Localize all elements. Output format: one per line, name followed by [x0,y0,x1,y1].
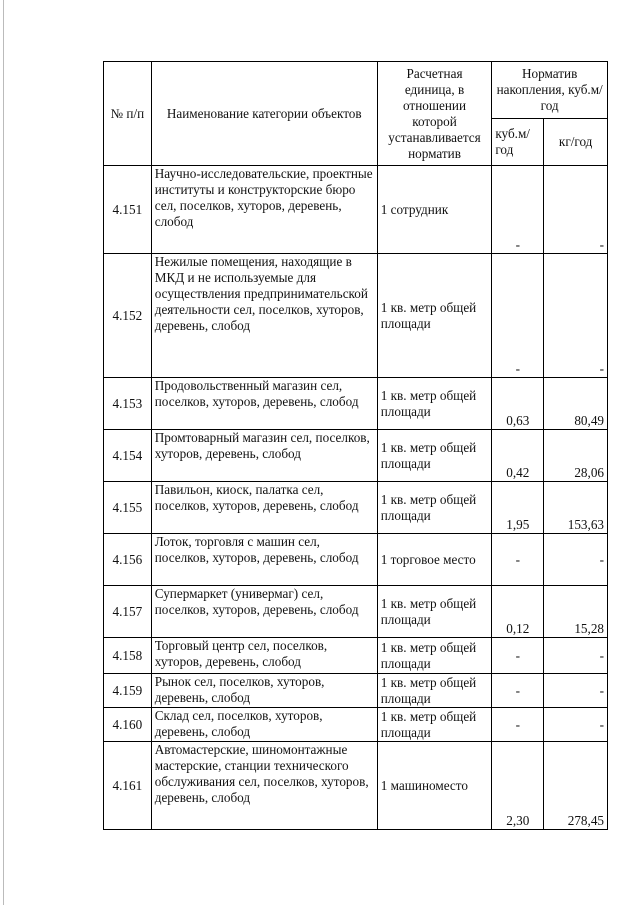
row-norm-kg: - [544,638,608,674]
norm-table [103,61,608,830]
row-norm-kg: - [544,254,608,378]
row-calc-unit: 1 кв. метр общей площади [377,674,492,708]
row-category-name: Павильон, киоск, палатка сел, поселков, хуторов, деревень, слобод [151,482,377,534]
table-row [104,534,608,586]
table-row [104,254,608,378]
row-calc-unit: 1 кв. метр общей площади [377,482,492,534]
table-row [104,638,608,674]
row-category-name: Рынок сел, поселков, хуторов, деревень, слобод [151,674,377,708]
table-row [104,378,608,430]
row-number: 4.159 [104,674,152,708]
row-norm-m3: 0,63 [492,378,544,430]
table-body [104,166,608,830]
table-row [104,742,608,830]
row-norm-m3: 0,12 [492,586,544,638]
table-row [104,674,608,708]
row-norm-m3: 1,95 [492,482,544,534]
row-norm-m3: - [492,708,544,742]
row-norm-m3: - [492,638,544,674]
row-norm-kg: - [544,166,608,254]
row-number: 4.151 [104,166,152,254]
row-number: 4.152 [104,254,152,378]
row-norm-m3: - [492,166,544,254]
header-norm: Норматив накопления, куб.м/ год [492,62,608,119]
row-norm-m3: 2,30 [492,742,544,830]
row-number: 4.157 [104,586,152,638]
row-category-name: Супермаркет (универмаг) сел, поселков, хуторов, деревень, слобод [151,586,377,638]
row-calc-unit: 1 сотрудник [377,166,492,254]
row-category-name: Торговый центр сел, поселков, хуторов, деревень, слобод [151,638,377,674]
table-row [104,708,608,742]
row-category-name: Промтоварный магазин сел, поселков, хуторов, деревень, слобод [151,430,377,482]
row-category-name: Автомастерские, шиномонтажные мастерские, станции технического обслуживания сел, поселков, хуторов, деревень, слобод [151,742,377,830]
row-number: 4.160 [104,708,152,742]
header-unit: Расчетная единица, в отношении которой устанавливается норматив [377,62,492,166]
row-calc-unit: 1 кв. метр общей площади [377,430,492,482]
header-name: Наименование категории объектов [151,62,377,166]
row-norm-m3: - [492,254,544,378]
table-row [104,482,608,534]
row-norm-kg: 28,06 [544,430,608,482]
row-norm-kg: - [544,674,608,708]
row-norm-m3: 0,42 [492,430,544,482]
row-norm-kg: 153,63 [544,482,608,534]
row-norm-kg: - [544,534,608,586]
header-m3: куб.м/ год [492,119,544,166]
row-norm-kg: 15,28 [544,586,608,638]
row-norm-m3: - [492,534,544,586]
row-calc-unit: 1 кв. метр общей площади [377,638,492,674]
row-number: 4.153 [104,378,152,430]
row-category-name: Продовольственный магазин сел, поселков, хуторов, деревень, слобод [151,378,377,430]
row-category-name: Лоток, торговля с машин сел, поселков, хуторов, деревень, слобод [151,534,377,586]
row-category-name: Научно-исследовательские, проектные институты и конструкторские бюро сел, поселков, хуторов, деревень, слобод [151,166,377,254]
row-number: 4.156 [104,534,152,586]
header-kg: кг/год [544,119,608,166]
row-calc-unit: 1 кв. метр общей площади [377,254,492,378]
scan-edge-line [3,0,4,905]
row-norm-m3: - [492,674,544,708]
row-calc-unit: 1 кв. метр общей площади [377,378,492,430]
row-number: 4.155 [104,482,152,534]
row-norm-kg: 278,45 [544,742,608,830]
row-calc-unit: 1 кв. метр общей площади [377,708,492,742]
row-norm-kg: - [544,708,608,742]
row-number: 4.161 [104,742,152,830]
row-calc-unit: 1 кв. метр общей площади [377,586,492,638]
row-category-name: Нежилые помещения, находящие в МКД и не используемые для осуществления предпринимательской деятельности сел, поселков, хуторов, деревень, слобод [151,254,377,378]
row-calc-unit: 1 торговое место [377,534,492,586]
row-number: 4.158 [104,638,152,674]
row-calc-unit: 1 машиноместо [377,742,492,830]
table-row [104,586,608,638]
table-row [104,166,608,254]
header-num: № п/п [104,62,152,166]
table-row [104,430,608,482]
row-category-name: Склад сел, поселков, хуторов, деревень, слобод [151,708,377,742]
row-number: 4.154 [104,430,152,482]
row-norm-kg: 80,49 [544,378,608,430]
